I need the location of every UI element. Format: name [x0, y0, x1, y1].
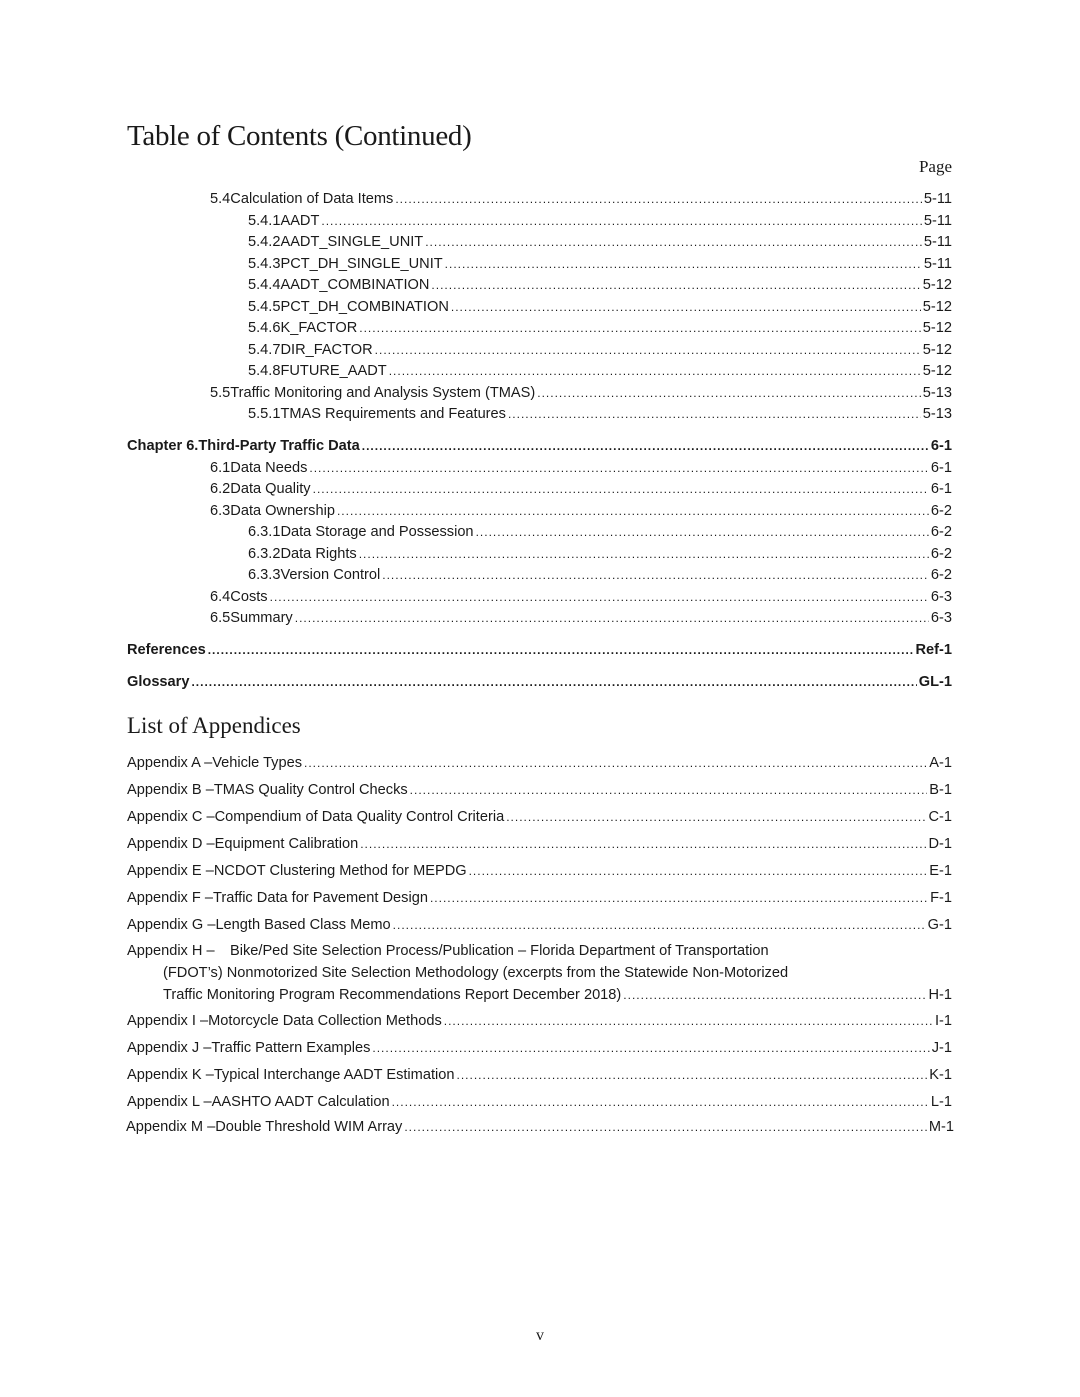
- appendix-label: Appendix G –: [127, 917, 216, 933]
- toc-entry-number: 6.3: [210, 503, 231, 519]
- dot-leader: [404, 1117, 927, 1137]
- toc-entry[interactable]: [248, 232, 952, 252]
- dot-leader: [337, 501, 929, 521]
- toc-entry-number: 6.4: [210, 589, 231, 605]
- appendix-title: NCDOT Clustering Method for MEPDG: [213, 863, 467, 879]
- toc-entry-title: Version Control: [280, 567, 381, 583]
- toc-entry-page: 6-3: [930, 610, 952, 626]
- appendix-title: Vehicle Types: [212, 755, 303, 771]
- toc-entry-page: 5-11: [923, 256, 952, 272]
- appendix-title: Typical Interchange AADT Estimation: [213, 1067, 455, 1083]
- toc-entry[interactable]: [210, 479, 952, 499]
- dot-leader: [445, 254, 922, 274]
- appendix-page: C-1: [928, 809, 952, 825]
- dot-leader: [451, 297, 921, 317]
- appendix-page: G-1: [927, 917, 952, 933]
- appendix-page: J-1: [931, 1040, 952, 1056]
- toc-entry-title: Third-Party Traffic Data: [198, 438, 360, 454]
- toc-entry-number: 5.4.5: [248, 299, 281, 315]
- appendix-entry[interactable]: [127, 753, 952, 773]
- appendix-label: Appendix D –: [127, 836, 215, 852]
- dot-leader: [537, 383, 921, 403]
- dot-leader: [476, 522, 929, 542]
- appendix-entry[interactable]: [127, 861, 952, 881]
- appendix-entry[interactable]: [127, 1011, 952, 1031]
- toc-entry-page: 5-13: [922, 406, 952, 422]
- toc-entry-title: References: [127, 642, 206, 658]
- toc-entry-number: Chapter 6.: [127, 438, 199, 454]
- appendix-label: Appendix I –: [127, 1013, 209, 1029]
- toc-entry-number: 5.4.4: [248, 277, 281, 293]
- toc-entry-number: 5.4.8: [248, 363, 281, 379]
- appendix-title: Traffic Data for Pavement Design: [213, 890, 428, 906]
- toc-entry-title: Calculation of Data Items: [230, 191, 394, 207]
- appendix-entry[interactable]: [127, 888, 952, 908]
- appendix-title: Double Threshold WIM Array: [215, 1119, 403, 1135]
- appendix-title: Motorcycle Data Collection Methods: [208, 1013, 442, 1029]
- toc-entry[interactable]: [210, 458, 952, 478]
- dot-leader: [430, 888, 928, 908]
- dot-leader: [359, 544, 929, 564]
- appendix-entry[interactable]: [127, 780, 952, 800]
- toc-entry-number: 5.4.2: [248, 234, 281, 250]
- toc-entry-page: 5-12: [922, 342, 952, 358]
- toc-entry-page: 5-12: [922, 277, 952, 293]
- appendix-entry[interactable]: [127, 1038, 952, 1058]
- appendix-entry[interactable]: [126, 1117, 954, 1137]
- appendix-title: TMAS Quality Control Checks: [213, 782, 408, 798]
- appendix-entry[interactable]: [127, 915, 952, 935]
- toc-entry-title: AADT: [280, 213, 320, 229]
- toc-entry-title: Glossary: [127, 674, 190, 690]
- dot-leader: [191, 672, 916, 692]
- toc-entry-title: PCT_DH_COMBINATION: [280, 299, 449, 315]
- toc-entry[interactable]: [210, 189, 952, 209]
- appendix-entry-line[interactable]: (FDOT’s) Nonmotorized Site Selection Methodology (excerpts from the Statewide Non-Motorized: [163, 965, 789, 981]
- toc-entry-title: AADT_SINGLE_UNIT: [280, 234, 424, 250]
- appendix-entry[interactable]: [127, 834, 952, 854]
- toc-entry[interactable]: [248, 318, 952, 338]
- toc-entry[interactable]: [248, 522, 952, 542]
- toc-entry[interactable]: [248, 297, 952, 317]
- toc-entry[interactable]: [210, 383, 952, 403]
- toc-entry-number: 6.5: [210, 610, 231, 626]
- dot-leader: [393, 915, 926, 935]
- dot-leader: [456, 1065, 927, 1085]
- appendix-label: Appendix M –: [126, 1119, 216, 1135]
- toc-entry[interactable]: [210, 587, 952, 607]
- dot-leader: [444, 1011, 933, 1031]
- appendix-page: A-1: [929, 755, 952, 771]
- toc-entry-title: Data Quality: [230, 481, 311, 497]
- toc-entry-number: 6.2: [210, 481, 231, 497]
- dot-leader: [295, 608, 929, 628]
- page-title: Table of Contents (Continued): [127, 120, 472, 152]
- appendix-entry[interactable]: [127, 1065, 952, 1085]
- toc-entry-page: Ref-1: [915, 642, 952, 658]
- dot-leader: [382, 565, 929, 585]
- appendix-title: Traffic Pattern Examples: [211, 1040, 371, 1056]
- toc-entry-page: 5-12: [922, 320, 952, 336]
- dot-leader: [304, 753, 927, 773]
- appendix-entry[interactable]: [163, 985, 952, 1005]
- dot-leader: [270, 587, 929, 607]
- dot-leader: [372, 1038, 929, 1058]
- toc-entry-number: 6.3.2: [248, 546, 281, 562]
- dot-leader: [623, 985, 926, 1005]
- toc-entry-page: 6-3: [930, 589, 952, 605]
- toc-entry-title: TMAS Requirements and Features: [280, 406, 506, 422]
- page-column-header: Page: [918, 157, 952, 176]
- appendix-entry[interactable]: [127, 807, 952, 827]
- toc-entry-page: 6-2: [930, 503, 952, 519]
- toc-entry-title: Data Rights: [280, 546, 357, 562]
- toc-entry[interactable]: [248, 565, 952, 585]
- toc-entry-title: FUTURE_AADT: [280, 363, 387, 379]
- toc-entry[interactable]: [248, 275, 952, 295]
- toc-entry[interactable]: [248, 361, 952, 381]
- toc-entry-page: 5-11: [923, 213, 952, 229]
- toc-entry-title: Data Ownership: [230, 503, 335, 519]
- dot-leader: [508, 404, 921, 424]
- appendix-title: Equipment Calibration: [214, 836, 359, 852]
- appendix-label: Appendix L –: [127, 1094, 212, 1110]
- appendix-label: Appendix A –: [127, 755, 213, 771]
- toc-entry-page: 6-1: [930, 481, 952, 497]
- appendix-label: Appendix B –: [127, 782, 214, 798]
- dot-leader: [362, 436, 929, 456]
- toc-entry[interactable]: [248, 404, 952, 424]
- toc-entry-page: 6-2: [930, 524, 952, 540]
- dot-leader: [431, 275, 920, 295]
- toc-entry-number: 5.5.1: [248, 406, 281, 422]
- appendix-title: Bike/Ped Site Selection Process/Publication – Florida Department of Transportation: [230, 943, 769, 959]
- appendix-page: L-1: [930, 1094, 952, 1110]
- toc-entry[interactable]: [248, 544, 952, 564]
- dot-leader: [208, 640, 914, 660]
- dot-leader: [392, 1092, 929, 1112]
- appendix-title: AASHTO AADT Calculation: [211, 1094, 390, 1110]
- toc-entry-page: 6-1: [930, 438, 952, 454]
- toc-entry[interactable]: [248, 211, 952, 231]
- dot-leader: [360, 834, 926, 854]
- toc-entry[interactable]: [127, 672, 952, 692]
- toc-entry-number: 5.4.6: [248, 320, 281, 336]
- appendices-heading: List of Appendices: [127, 713, 301, 738]
- toc-entry-title: DIR_FACTOR: [280, 342, 373, 358]
- toc-entry[interactable]: [127, 436, 952, 456]
- toc-entry-title: K_FACTOR: [280, 320, 358, 336]
- dot-leader: [375, 340, 921, 360]
- dot-leader: [410, 780, 928, 800]
- toc-entry[interactable]: [127, 640, 952, 660]
- toc-entry-title: Summary: [230, 610, 293, 626]
- toc-entry-title: PCT_DH_SINGLE_UNIT: [280, 256, 443, 272]
- toc-entry-page: 5-12: [922, 363, 952, 379]
- toc-entry-number: 6.3.3: [248, 567, 281, 583]
- appendix-page: E-1: [929, 863, 952, 879]
- dot-leader: [425, 232, 922, 252]
- appendix-label: Appendix J –: [127, 1040, 212, 1056]
- appendix-page: I-1: [934, 1013, 952, 1029]
- appendix-page: B-1: [929, 782, 952, 798]
- appendix-page: F-1: [930, 890, 952, 906]
- toc-entry[interactable]: [210, 501, 952, 521]
- toc-entry-page: 5-12: [922, 299, 952, 315]
- toc-entry-page: 5-11: [923, 191, 952, 207]
- dot-leader: [321, 211, 921, 231]
- toc-entry-page: 6-2: [930, 567, 952, 583]
- toc-entry-number: 6.1: [210, 460, 231, 476]
- appendix-title-cont: Traffic Monitoring Program Recommendations Report December 2018): [163, 987, 622, 1003]
- toc-entry-number: 5.4.7: [248, 342, 281, 358]
- appendix-page: M-1: [928, 1119, 954, 1135]
- dot-leader: [313, 479, 929, 499]
- dot-leader: [309, 458, 929, 478]
- appendix-entry-line[interactable]: [127, 941, 769, 961]
- toc-entry-title: Traffic Monitoring and Analysis System (TMAS): [230, 385, 536, 401]
- appendix-entry[interactable]: [127, 1092, 952, 1112]
- toc-entry-number: 5.4: [210, 191, 231, 207]
- toc-entry-title: Data Needs: [230, 460, 308, 476]
- toc-entry-title: Data Storage and Possession: [280, 524, 474, 540]
- toc-entry[interactable]: [248, 254, 952, 274]
- dot-leader: [395, 189, 922, 209]
- toc-entry-title: Costs: [230, 589, 268, 605]
- toc-entry[interactable]: [248, 340, 952, 360]
- appendix-label: Appendix F –: [127, 890, 213, 906]
- dot-leader: [469, 861, 928, 881]
- toc-entry-page: 6-2: [930, 546, 952, 562]
- appendix-page: D-1: [928, 836, 952, 852]
- appendix-title: Length Based Class Memo: [215, 917, 391, 933]
- toc-entry-page: 5-11: [923, 234, 952, 250]
- appendix-label: Appendix E –: [127, 863, 214, 879]
- toc-entry[interactable]: [210, 608, 952, 628]
- page-number: v: [536, 1327, 544, 1344]
- toc-entry-number: 5.4.1: [248, 213, 281, 229]
- dot-leader: [389, 361, 921, 381]
- dot-leader: [506, 807, 926, 827]
- toc-entry-title: AADT_COMBINATION: [280, 277, 430, 293]
- appendix-label: Appendix C –: [127, 809, 215, 825]
- toc-entry-page: GL-1: [918, 674, 952, 690]
- appendix-label: Appendix H –: [127, 943, 215, 959]
- toc-entry-page: 6-1: [930, 460, 952, 476]
- toc-entry-number: 6.3.1: [248, 524, 281, 540]
- appendix-title: Compendium of Data Quality Control Criteria: [214, 809, 505, 825]
- appendix-label: Appendix K –: [127, 1067, 214, 1083]
- toc-entry-page: 5-13: [922, 385, 952, 401]
- dot-leader: [359, 318, 921, 338]
- appendix-page: H-1: [928, 987, 952, 1003]
- toc-entry-number: 5.4.3: [248, 256, 281, 272]
- toc-entry-number: 5.5: [210, 385, 231, 401]
- appendix-page: K-1: [929, 1067, 952, 1083]
